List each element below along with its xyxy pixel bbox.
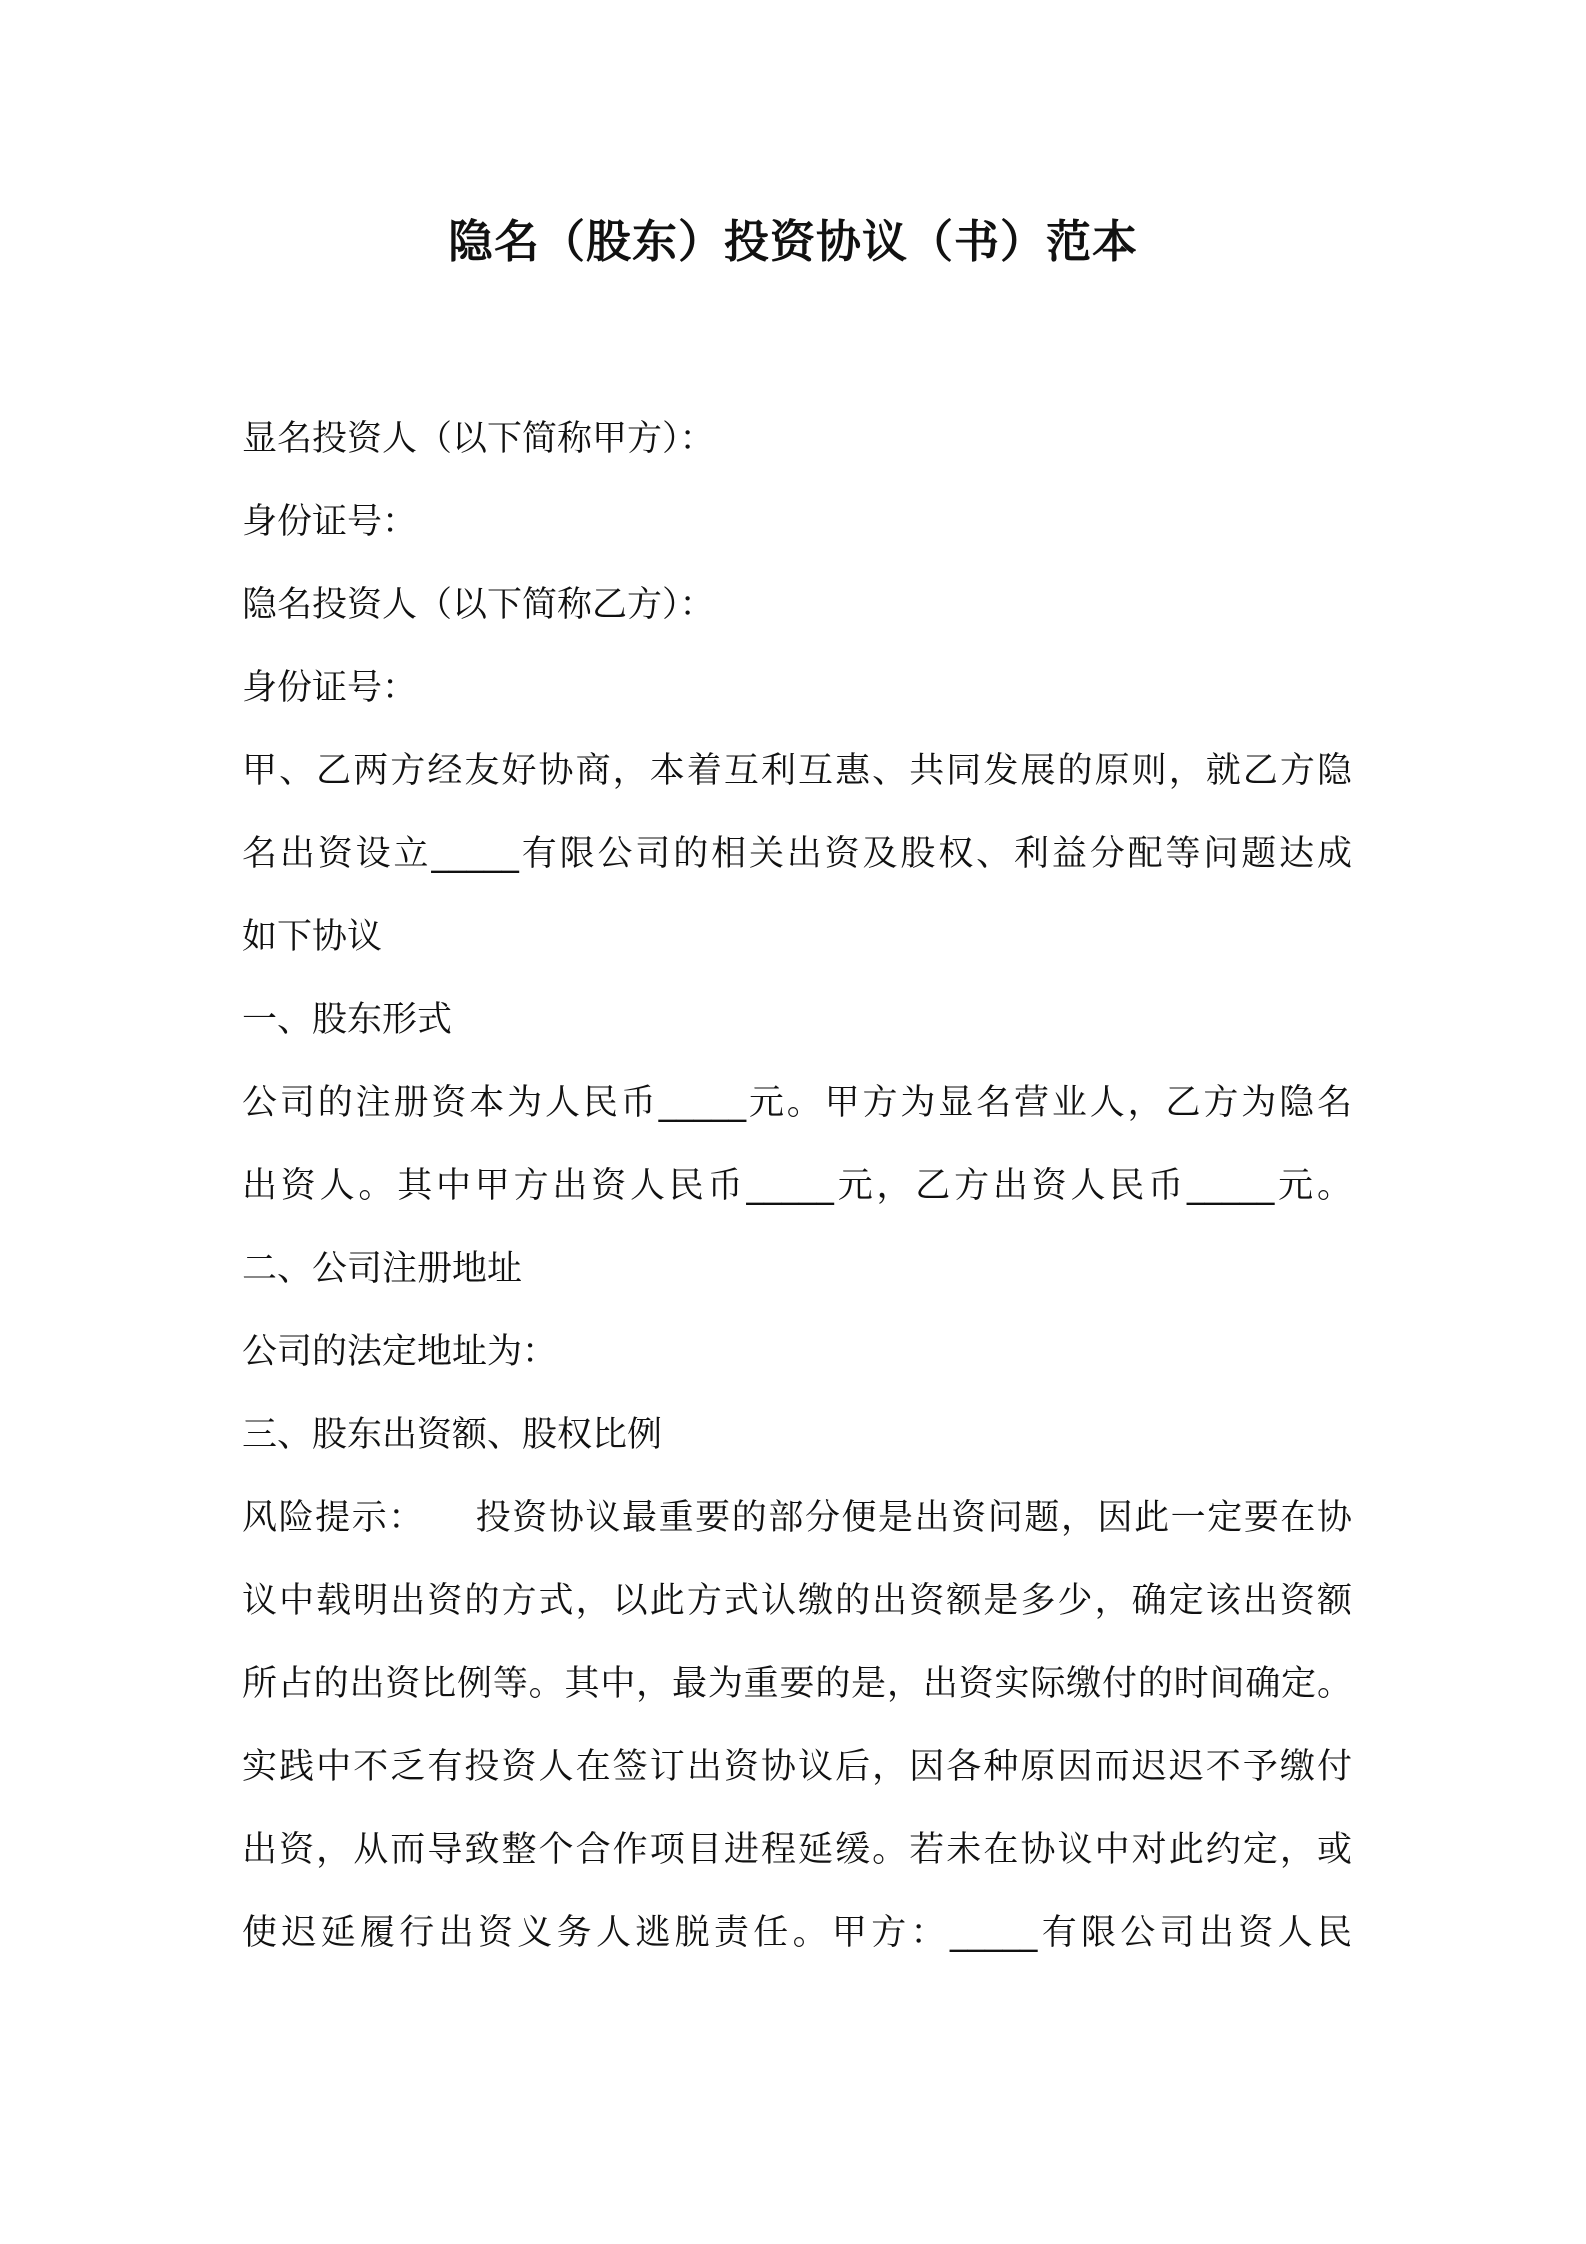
risk-note-line: 所占的出资比例等。其中，最为重要的是，出资实际缴付的时间确定。 <box>242 1664 1352 1704</box>
risk-note-line: 实践中不乏有投资人在签订出资协议后，因各种原因而迟迟不予缴付 <box>242 1747 1352 1787</box>
risk-note-line: 使迟延履行出资义务人逃脱责任。甲方：_____有限公司出资人民 <box>242 1913 1352 1953</box>
risk-note-line: 议中载明出资的方式，以此方式认缴的出资额是多少，确定该出资额 <box>242 1581 1352 1621</box>
section-heading-registered-address: 二、公司注册地址 <box>242 1249 523 1289</box>
party-b-label: 隐名投资人（以下简称乙方）： <box>242 585 715 625</box>
party-b-id-label: 身份证号： <box>242 668 418 708</box>
section-heading-capital-contribution: 三、股东出资额、股权比例 <box>242 1415 663 1455</box>
document-title: 隐名（股东）投资协议（书）范本 <box>447 215 1138 268</box>
capital-paragraph-line: 公司的注册资本为人民币_____元。甲方为显名营业人，乙方为隐名 <box>242 1083 1352 1123</box>
section-heading-shareholder-form: 一、股东形式 <box>242 1000 453 1040</box>
capital-paragraph-line: 出资人。其中甲方出资人民币_____元，乙方出资人民币_____元。 <box>242 1166 1352 1206</box>
risk-note-line: 风险提示： 投资协议最重要的部分便是出资问题，因此一定要在协 <box>242 1498 1352 1538</box>
intro-paragraph-line: 甲、乙两方经友好协商，本着互利互惠、共同发展的原则，就乙方隐 <box>242 751 1352 791</box>
legal-address-label: 公司的法定地址为： <box>242 1332 558 1372</box>
risk-note-line: 出资，从而导致整个合作项目进程延缓。若未在协议中对此约定，或 <box>242 1830 1352 1870</box>
party-a-label: 显名投资人（以下简称甲方）： <box>242 419 715 459</box>
intro-paragraph-line: 名出资设立_____有限公司的相关出资及股权、利益分配等问题达成 <box>242 834 1352 874</box>
party-a-id-label: 身份证号： <box>242 502 418 542</box>
intro-paragraph-line: 如下协议 <box>242 917 383 957</box>
